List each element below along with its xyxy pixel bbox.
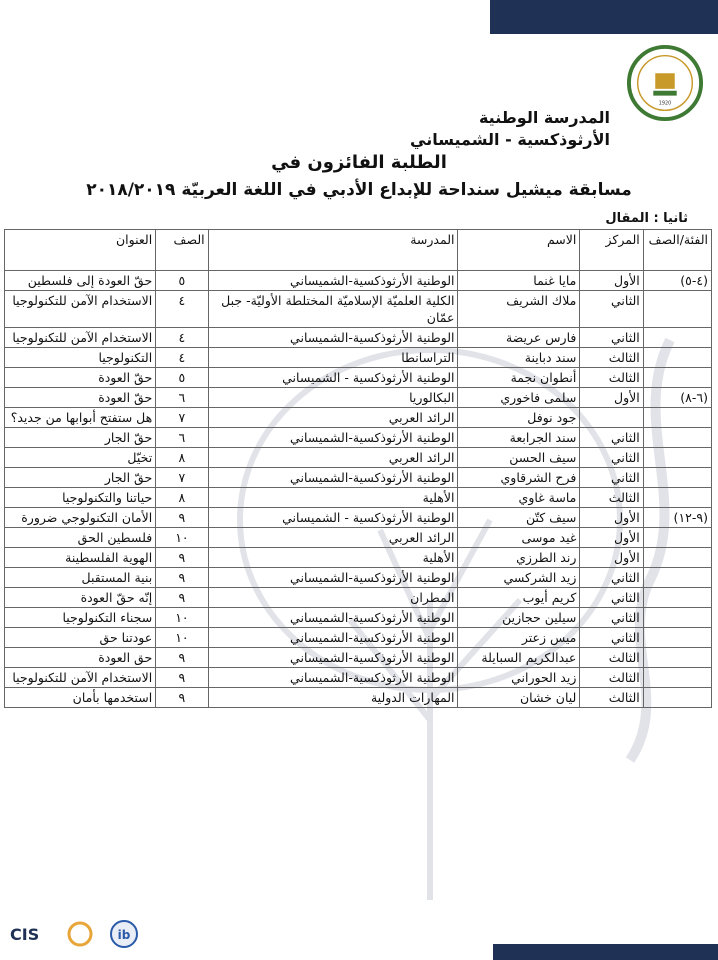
cell-school: الأهلية xyxy=(208,488,458,508)
accreditation-logos-icon xyxy=(8,918,148,952)
cell-name: زيد الشركسي xyxy=(458,568,580,588)
cell-grade: ٨ xyxy=(156,488,208,508)
cell-grade: ٩ xyxy=(156,508,208,528)
cell-grade: ٦ xyxy=(156,388,208,408)
top-navy-bar xyxy=(490,0,718,34)
cell-title: تخيّل xyxy=(5,448,156,468)
cell-category xyxy=(643,568,711,588)
cell-name: رند الطرزي xyxy=(458,548,580,568)
cell-name: ليان خشان xyxy=(458,688,580,708)
cell-school: الوطنية الأرثوذكسية-الشميساني xyxy=(208,568,458,588)
cell-category: (٦-٨) xyxy=(643,388,711,408)
header-category: الفئة/الصف xyxy=(643,230,711,271)
cell-title: عودتنا حق xyxy=(5,628,156,648)
cell-title: حقّ العودة xyxy=(5,368,156,388)
table-row xyxy=(5,428,712,448)
svg-text:1920: 1920 xyxy=(658,100,672,107)
cell-name: أنطوان نجمة xyxy=(458,368,580,388)
cell-name: جود نوفل xyxy=(458,408,580,428)
cell-title: سجناء التكنولوجيا xyxy=(5,608,156,628)
header-rank: المركز xyxy=(580,230,643,271)
cell-grade: ٧ xyxy=(156,468,208,488)
cell-title: استخدمها بأمان xyxy=(5,688,156,708)
cell-school: الرائد العربي xyxy=(208,528,458,548)
cell-school: الوطنية الأرثوذكسية-الشميساني xyxy=(208,608,458,628)
cell-grade: ٨ xyxy=(156,448,208,468)
ib-logo-text: ib xyxy=(117,928,131,942)
cell-rank: الثالث xyxy=(580,688,643,708)
cell-grade: ١٠ xyxy=(156,528,208,548)
cell-title: الاستخدام الآمن للتكنولوجيا xyxy=(5,668,156,688)
cell-title: فلسطين الحق xyxy=(5,528,156,548)
cell-name: سلمى فاخوري xyxy=(458,388,580,408)
cell-category xyxy=(643,588,711,608)
cell-grade: ٩ xyxy=(156,688,208,708)
cell-title: حق العودة xyxy=(5,648,156,668)
cell-rank: الثالث xyxy=(580,348,643,368)
cell-grade: ٤ xyxy=(156,291,208,328)
school-crest-logo xyxy=(626,44,704,122)
cell-rank: الأول xyxy=(580,388,643,408)
cell-title: التكنولوجيا xyxy=(5,348,156,368)
cell-rank: الثالث xyxy=(580,668,643,688)
cell-name: غيد موسى xyxy=(458,528,580,548)
cell-category xyxy=(643,448,711,468)
cell-name: سيلين حجازين xyxy=(458,608,580,628)
cell-category xyxy=(643,488,711,508)
cell-rank: الثاني xyxy=(580,428,643,448)
cell-title: حقّ الجار xyxy=(5,468,156,488)
cell-rank: الثاني xyxy=(580,291,643,328)
cell-name: ميس زعتر xyxy=(458,628,580,648)
sun-logo-icon xyxy=(69,923,91,945)
table-row xyxy=(5,668,712,688)
cell-title: الهوية الفلسطينة xyxy=(5,548,156,568)
cell-rank: الثاني xyxy=(580,608,643,628)
cell-school: الوطنية الأرثوذكسية-الشميساني xyxy=(208,328,458,348)
school-name-line1: المدرسة الوطنية xyxy=(478,108,610,127)
cell-name: سند الجرابعة xyxy=(458,428,580,448)
table-row xyxy=(5,688,712,708)
cell-grade: ٩ xyxy=(156,568,208,588)
cell-name: كريم أيوب xyxy=(458,588,580,608)
cell-category xyxy=(643,528,711,548)
results-table xyxy=(4,229,712,708)
school-name-line2: الأرثوذكسية - الشميساني xyxy=(410,130,610,149)
cell-school: الكلية العلميّة الإسلاميّة المختلطة الأوليّة- جبل عمّان xyxy=(208,291,458,328)
cell-category xyxy=(643,628,711,648)
cell-name: سند دباينة xyxy=(458,348,580,368)
cis-logo-text: CIS xyxy=(10,925,40,944)
cell-title: حقّ العودة xyxy=(5,388,156,408)
cell-title: هل ستفتح أبوابها من جديد؟ xyxy=(5,408,156,428)
cell-school: التراسانطا xyxy=(208,348,458,368)
cell-title: إنّه حقّ العودة xyxy=(5,588,156,608)
table-row xyxy=(5,408,712,428)
cell-category xyxy=(643,688,711,708)
table-row xyxy=(5,488,712,508)
cell-category: (٤-٥) xyxy=(643,271,711,291)
cell-rank: الأول xyxy=(580,508,643,528)
cell-school: الوطنية الأرثوذكسية-الشميساني xyxy=(208,648,458,668)
header-title: العنوان xyxy=(5,230,156,271)
cell-school: الرائد العربي xyxy=(208,408,458,428)
header-grade: الصف xyxy=(156,230,208,271)
cell-name: مايا غنما xyxy=(458,271,580,291)
table-row xyxy=(5,588,712,608)
cell-grade: ٩ xyxy=(156,648,208,668)
cell-category xyxy=(643,548,711,568)
cell-school: الوطنية الأرثوذكسية-الشميساني xyxy=(208,668,458,688)
table-row xyxy=(5,568,712,588)
table-row xyxy=(5,608,712,628)
cell-category xyxy=(643,608,711,628)
cell-rank: الثاني xyxy=(580,468,643,488)
cell-rank: الأول xyxy=(580,271,643,291)
cell-grade: ٦ xyxy=(156,428,208,448)
cell-category xyxy=(643,428,711,448)
cell-name: ملاك الشريف xyxy=(458,291,580,328)
cell-name: سيف كتّن xyxy=(458,508,580,528)
cell-rank: الثاني xyxy=(580,448,643,468)
cell-school: الوطنية الأرثوذكسية - الشميساني xyxy=(208,508,458,528)
cell-grade: ٥ xyxy=(156,368,208,388)
cell-name: ماسة غاوي xyxy=(458,488,580,508)
cell-title: الاستخدام الآمن للتكنولوجيا xyxy=(5,291,156,328)
cell-school: الرائد العربي xyxy=(208,448,458,468)
table-row xyxy=(5,648,712,668)
cell-title: الأمان التكنولوجي ضرورة xyxy=(5,508,156,528)
cell-category xyxy=(643,368,711,388)
cell-school: البكالوريا xyxy=(208,388,458,408)
cell-school: الوطنية الأرثوذكسية - الشميساني xyxy=(208,368,458,388)
school-name xyxy=(410,107,610,151)
cell-rank: الثالث xyxy=(580,488,643,508)
cell-name: سيف الحسن xyxy=(458,448,580,468)
cell-name: زيد الحوراني xyxy=(458,668,580,688)
cell-category: (٩-١٢) xyxy=(643,508,711,528)
cell-school: المطران xyxy=(208,588,458,608)
table-row xyxy=(5,328,712,348)
table-row xyxy=(5,348,712,368)
table-row xyxy=(5,271,712,291)
cell-grade: ١٠ xyxy=(156,608,208,628)
table-row xyxy=(5,548,712,568)
cell-rank: الثالث xyxy=(580,648,643,668)
cell-rank: الثاني xyxy=(580,588,643,608)
table-row xyxy=(5,448,712,468)
table-header-row xyxy=(5,230,712,271)
cell-grade: ٩ xyxy=(156,668,208,688)
cell-category xyxy=(643,648,711,668)
table-row xyxy=(5,528,712,548)
cell-grade: ٥ xyxy=(156,271,208,291)
table-row xyxy=(5,468,712,488)
table-row xyxy=(5,368,712,388)
cell-category xyxy=(643,468,711,488)
page-subtitle: مسابقة ميشيل سنداحة للإبداع الأدبي في اللغة العربيّة ٢٠١٨/٢٠١٩ xyxy=(86,180,632,200)
table-row xyxy=(5,628,712,648)
header-school: المدرسة xyxy=(208,230,458,271)
cell-name: فرح الشرقاوي xyxy=(458,468,580,488)
cell-grade: ٤ xyxy=(156,348,208,368)
table-row xyxy=(5,508,712,528)
cell-category xyxy=(643,291,711,328)
cell-title: بنية المستقبل xyxy=(5,568,156,588)
cell-rank: الثاني xyxy=(580,328,643,348)
section-label: ثانيا : المقال xyxy=(605,211,688,226)
cell-rank: الثاني xyxy=(580,568,643,588)
cell-name: فارس عريضة xyxy=(458,328,580,348)
cell-rank: الأول xyxy=(580,528,643,548)
cell-grade: ١٠ xyxy=(156,628,208,648)
cell-category xyxy=(643,348,711,368)
cell-grade: ٩ xyxy=(156,548,208,568)
cell-category xyxy=(643,408,711,428)
cell-rank: الثالث xyxy=(580,368,643,388)
cell-grade: ٩ xyxy=(156,588,208,608)
cell-school: المهارات الدولية xyxy=(208,688,458,708)
cell-school: الوطنية الأرثوذكسية-الشميساني xyxy=(208,428,458,448)
table-row xyxy=(5,388,712,408)
cell-school: الوطنية الأرثوذكسية-الشميساني xyxy=(208,271,458,291)
table-row xyxy=(5,291,712,328)
cell-rank: الأول xyxy=(580,548,643,568)
cell-school: الوطنية الأرثوذكسية-الشميساني xyxy=(208,628,458,648)
cell-grade: ٧ xyxy=(156,408,208,428)
cell-rank xyxy=(580,408,643,428)
cell-category xyxy=(643,328,711,348)
footer-logos xyxy=(8,918,148,952)
bottom-navy-bar xyxy=(493,944,718,960)
cell-school: الأهلية xyxy=(208,548,458,568)
cell-grade: ٤ xyxy=(156,328,208,348)
cell-rank: الثاني xyxy=(580,628,643,648)
cell-title: حقّ الجار xyxy=(5,428,156,448)
cell-title: حقّ العودة إلى فلسطين xyxy=(5,271,156,291)
cell-title: الاستخدام الآمن للتكنولوجيا xyxy=(5,328,156,348)
header-name: الاسم xyxy=(458,230,580,271)
page-title: الطلبة الفائزون في xyxy=(271,152,447,173)
cell-school: الوطنية الأرثوذكسية-الشميساني xyxy=(208,468,458,488)
cell-name: عبدالكريم السبايلة xyxy=(458,648,580,668)
cell-category xyxy=(643,668,711,688)
cell-title: حياتنا والتكنولوجيا xyxy=(5,488,156,508)
table-body xyxy=(5,271,712,708)
